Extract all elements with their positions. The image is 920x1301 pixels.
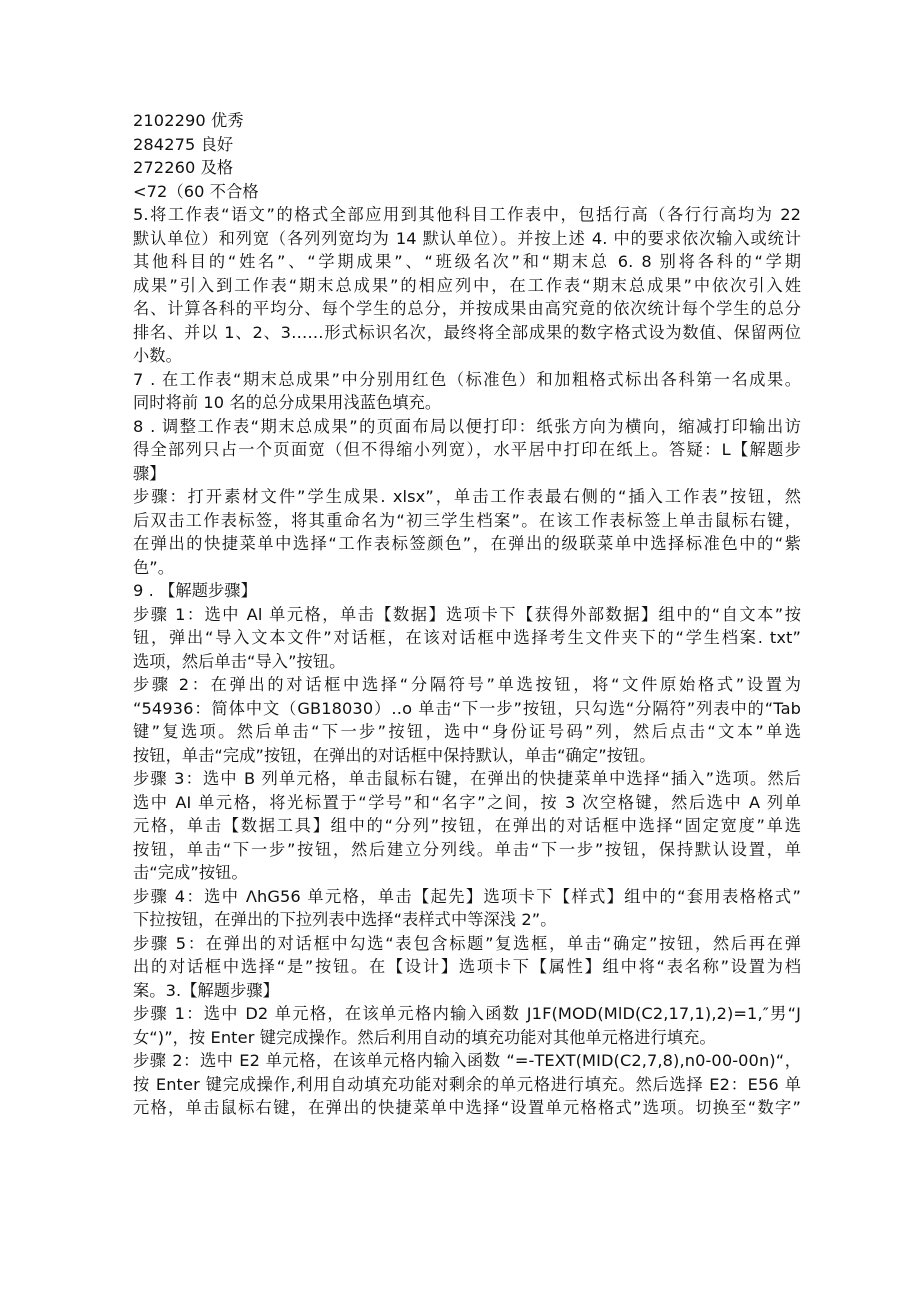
text-line: 步骤 2：在弹出的对话框中选择“分隔符号”单选按钮，将“文件原始格式”设置为 [133, 675, 801, 694]
text-line: 选项，然后单击“导入”按钮。 [133, 651, 346, 671]
text-line: 2102290 优秀 [133, 111, 244, 130]
text-line: 其他科目的“姓名”、“学期成果”、“班级名次”和“期末总 6. 8 别将各科的“学期 [133, 252, 801, 271]
text-line: 元格，单击鼠标右键，在弹出的快捷菜单中选择“设置单元格格式”选项。切换至“数字” [133, 1098, 801, 1117]
text-line: 在弹出的快捷菜单中选择“工作表标签颜色”，在弹出的级联菜单中选择标准色中的“紫 [133, 534, 801, 553]
text-line: 步骤 3：选中 B 列单元格，单击鼠标右键，在弹出的快捷菜单中选择“插入”选项。然后 [133, 769, 801, 788]
text-line: 选中 AI 单元格，将光标置于“学号”和“名字”之间，按 3 次空格键，然后选中 A 列单 [133, 792, 801, 812]
text-line: 默认单位）和列宽（各列列宽均为 14 默认单位）。并按上述 4. 中的要求依次输入或统计 [133, 228, 801, 248]
text-line: 键”复选项。然后单击“下一步”按钮，选中“身份证号码”列，然后点击“文本”单选 [133, 722, 801, 741]
text-line: 钮，弹出“导入文本文件”对话框，在该对话框中选择考生文件夹下的“学生档案. txt” [133, 628, 801, 647]
text-line: 小数。 [133, 346, 182, 365]
text-line: “54936：简体中文（GB18030）‥o 单击“下一步”按钮，只勾选“分隔符”列表中的“Tab [133, 698, 801, 718]
text-line: 元格，单击【数据工具】组中的“分列”按钮，在弹出的对话框中选择“固定宽度”单选 [133, 816, 801, 835]
text-line: 5.将工作表“语文”的格式全部应用到其他科目工作表中，包括行高（各行行高均为 22 [133, 205, 801, 224]
document-body [133, 109, 801, 1120]
text-line: 272260 及格 [133, 158, 234, 177]
text-line: 击“完成”按钮。 [133, 863, 248, 882]
text-line: 步骤 2：选中 E2 单元格，在该单元格内输入函数 “=-TEXT(MID(C2,7,8),n0-00-00n)“， [133, 1051, 801, 1070]
text-line: 284275 良好 [133, 134, 234, 154]
text-line: 成果”引入到工作表“期末总成果”的相应列中，在工作表“期末总成果”中依次引入姓 [133, 275, 801, 295]
text-line: 得全部列只占一个页面宽（但不得缩小列宽），水平居中打印在纸上。答疑：L【解题步 [133, 440, 801, 459]
text-line: 7 . 在工作表“期末总成果”中分别用红色（标准色）和加粗格式标出各科第一名成果。 [133, 369, 801, 389]
text-line: 步骤：打开素材文件”学生成果. xlsx”，单击工作表最右侧的“插入工作表”按钮，然 [133, 487, 801, 506]
text-line: 同时将前 10 名的总分成果用浅蓝色填充。 [133, 393, 442, 412]
text-line: 9 . 【解题步骤】 [133, 581, 257, 600]
text-line: 女“)”，按 Enter 键完成操作。然后利用自动的填充功能对其他单元格进行填充。 [133, 1027, 716, 1047]
text-line: 步骤 1：选中 Al 单元格，单击【数据】选项卡下【获得外部数据】组中的“自文本”按 [133, 604, 801, 624]
text-line: 下拉按钮，在弹出的下拉列表中选择“表样式中等深浅 2”。 [133, 910, 557, 929]
text-line: 步骤 4：选中 ΛhG56 单元格，单击【起先】选项卡下【样式】组中的“套用表格格式” [133, 886, 801, 906]
text-line: 名、计算各科的平均分、每个学生的总分，并按成果由高究竟的依次统计每个学生的总分 [133, 299, 801, 318]
text-line: 按 Enter 键完成操作,利用自动填充功能对剩余的单元格进行填充。然后选择 E2：E56 单 [133, 1074, 801, 1094]
text-line: 排名、并以 1、2、3……形式标识名次，最终将全部成果的数字格式设为数值、保留两位 [133, 322, 801, 342]
text-line: 后双击工作表标签，将其重命名为“初三学生档案”。在该工作表标签上单击鼠标右键， [133, 510, 801, 530]
text-line: 8 . 调整工作表“期末总成果”的页面布局以便打印：纸张方向为横向，缩减打印输出访 [133, 416, 801, 436]
text-line: 出的对话框中选择“是”按钮。在【设计】选项卡下【属性】组中将“表名称”设置为档 [133, 957, 801, 976]
text-line: <72（60 不合格 [133, 181, 259, 201]
text-line: 步骤 1：选中 D2 单元格，在该单元格内输入函数 J1F(MOD(MlD(C2,17,1),2)=1,″男“J [133, 1004, 801, 1023]
text-line: 按钮，单击“完成”按钮，在弹出的对话框中保持默认，单击“确定”按钮。 [133, 745, 656, 765]
text-line: 案。3.【解题步骤】 [133, 980, 279, 1000]
text-line: 按钮，单击“下一步”按钮，然后建立分列线。单击“下一步”按钮，保持默认设置，单 [133, 839, 801, 859]
text-line: 骤】 [133, 463, 166, 483]
text-line: 色”。 [133, 557, 175, 577]
text-line: 步骤 5：在弹出的对话框中勾选“表包含标题”复选框，单击“确定”按钮，然后再在弹 [133, 933, 801, 953]
